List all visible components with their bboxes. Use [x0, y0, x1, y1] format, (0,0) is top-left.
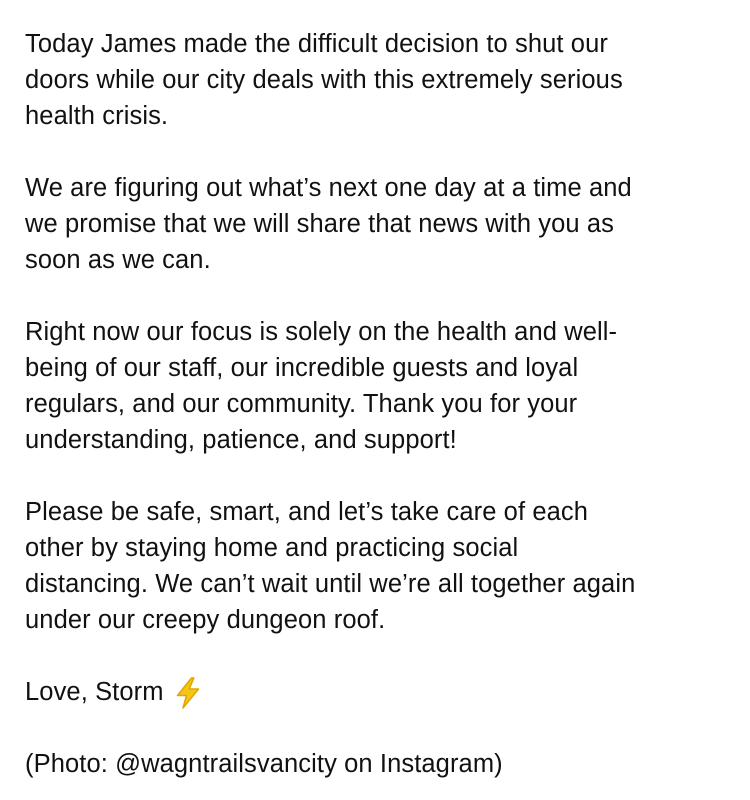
text-line: soon as we can.: [25, 246, 211, 274]
text-line: other by staying home and practicing social: [25, 534, 519, 562]
paragraph-closure-announcement: [25, 26, 735, 134]
text-line: Today James made the difficult decision to shut our: [25, 30, 608, 58]
photo-credit-text: (Photo: @wagntrailsvancity on Instagram): [25, 750, 503, 778]
text-line: under our creepy dungeon roof.: [25, 606, 386, 634]
paragraph-next-steps: [25, 170, 735, 278]
text-line: Right now our focus is solely on the health and well-: [25, 318, 618, 346]
note-text: [25, 26, 735, 782]
text-line: health crisis.: [25, 102, 169, 130]
photo-credit: [25, 746, 735, 782]
text-line: understanding, patience, and support!: [25, 426, 457, 454]
text-line: being of our staff, our incredible guests and loyal: [25, 354, 579, 382]
text-line: Please be safe, smart, and let’s take care of each: [25, 498, 589, 526]
text-line: doors while our city deals with this extremely serious: [25, 66, 623, 94]
text-line: We are figuring out what’s next one day at a time and: [25, 174, 632, 202]
paragraph-focus: [25, 314, 735, 458]
signoff: [25, 674, 735, 710]
text-line: we promise that we will share that news with you as: [25, 210, 615, 238]
paragraph-stay-safe: [25, 494, 735, 638]
lightning-bolt-icon: [174, 677, 202, 709]
text-line: distancing. We can’t wait until we’re all together again: [25, 570, 636, 598]
text-line: regulars, and our community. Thank you for your: [25, 390, 578, 418]
signoff-text: Love, Storm: [25, 678, 164, 706]
